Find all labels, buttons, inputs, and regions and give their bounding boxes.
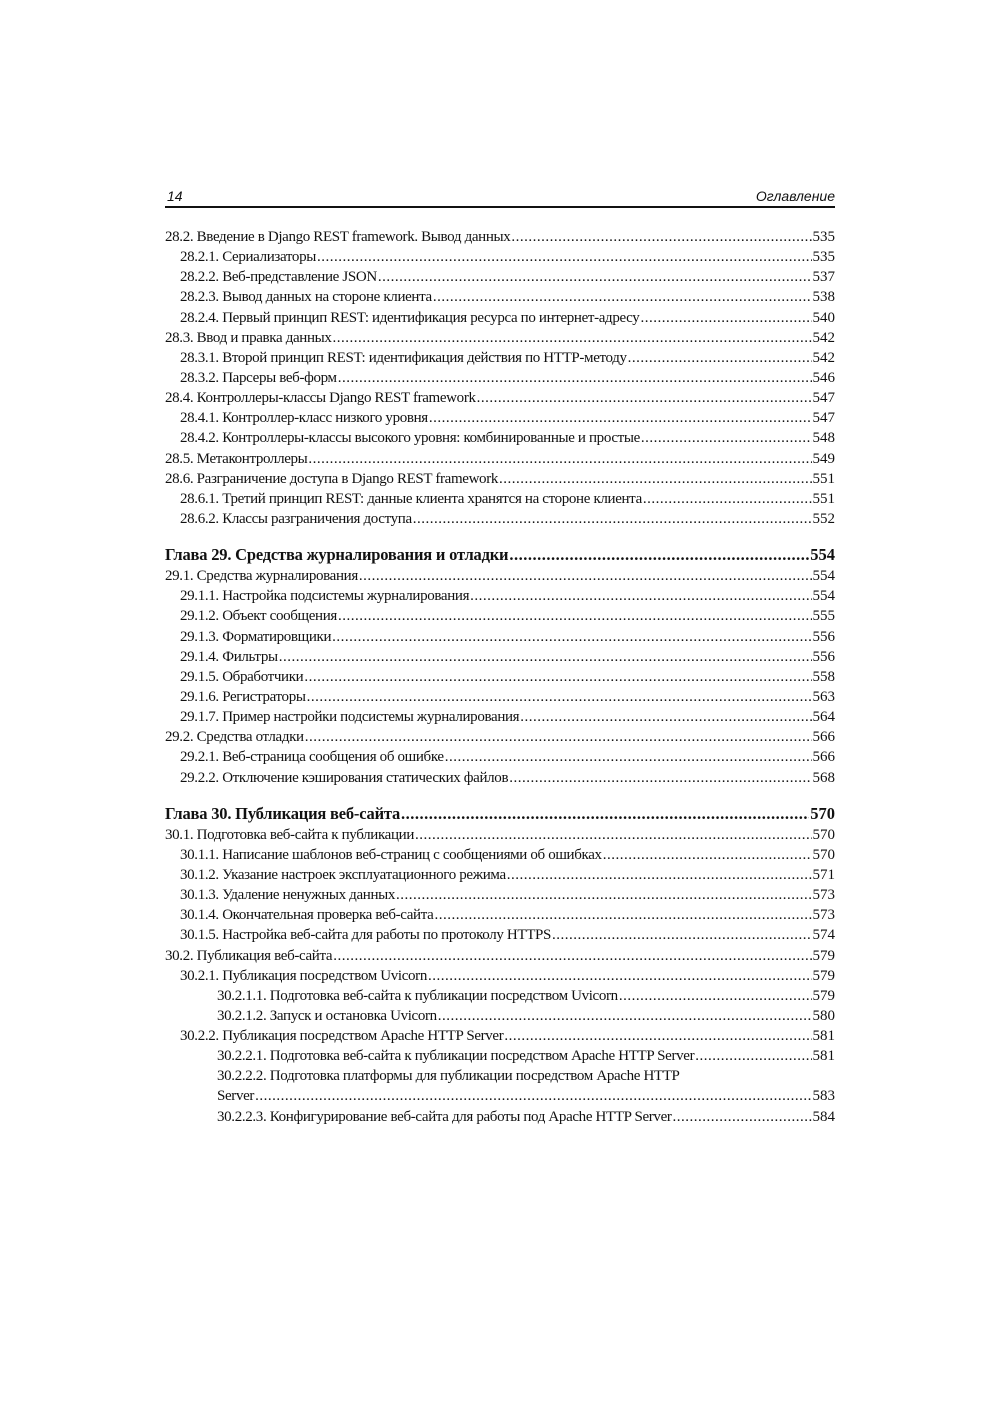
toc-entry <box>165 247 835 267</box>
toc-entry <box>165 986 835 1006</box>
toc-entry <box>165 368 835 388</box>
toc-page-number: 579 <box>812 987 835 1004</box>
toc-page-number: 547 <box>812 390 835 407</box>
dot-leader <box>333 328 812 348</box>
toc-entry-continuation <box>165 1086 835 1106</box>
toc-entry <box>165 845 835 865</box>
toc-entry-title: 28.4. Контроллеры-классы Django REST framework <box>165 390 476 407</box>
toc-page-number: 552 <box>812 510 835 527</box>
toc-entry-title: 28.2.4. Первый принцип REST: идентификация ресурса по интернет-адресу <box>180 309 640 326</box>
toc-page-number: 542 <box>812 349 835 366</box>
table-of-contents <box>165 227 835 1127</box>
toc-page-number: 574 <box>812 927 835 944</box>
toc-entry-title: 28.4.2. Контроллеры-классы высокого уровня: комбинированные и простые <box>180 430 640 447</box>
toc-entry-title: 30.2. Публикация веб-сайта <box>165 947 333 964</box>
dot-leader <box>504 1026 811 1046</box>
toc-page-number: 548 <box>812 430 835 447</box>
toc-page-number: 554 <box>810 545 835 565</box>
dot-leader <box>429 408 812 428</box>
toc-entry-title: 28.6. Разграничение доступа в Django REST framework <box>165 470 499 487</box>
toc-entry <box>165 946 835 966</box>
toc-entry <box>165 687 835 707</box>
toc-entry-title: 29.1.4. Фильтры <box>180 648 278 665</box>
dot-leader <box>338 368 812 388</box>
toc-entry-title: 28.6.2. Классы разграничения доступа <box>180 510 412 527</box>
toc-entry-title: 29.1.7. Пример настройки подсистемы журналирования <box>180 709 520 726</box>
running-title: Оглавление <box>755 188 835 204</box>
toc-page-number: 538 <box>812 289 835 306</box>
toc-entry <box>165 768 835 788</box>
toc-entry <box>165 469 835 489</box>
dot-leader <box>628 348 812 368</box>
toc-entry <box>165 865 835 885</box>
dot-leader <box>428 966 812 986</box>
toc-entry <box>165 1026 835 1046</box>
toc-entry-title: 30.1. Подготовка веб-сайта к публикации <box>165 826 415 843</box>
toc-page-number: 556 <box>812 628 835 645</box>
toc-entry <box>165 1066 835 1086</box>
toc-entry-title: 29.1.2. Объект сообщения <box>180 608 337 625</box>
toc-entry <box>165 1046 835 1066</box>
toc-entry <box>165 647 835 667</box>
toc-page-number: 537 <box>812 269 835 286</box>
toc-entry-title: 30.2.1.1. Подготовка веб-сайта к публикации посредством Uvicorn <box>217 987 618 1004</box>
toc-entry-title: 30.2.1.2. Запуск и остановка Uvicorn <box>217 1007 437 1024</box>
toc-page-number: 579 <box>812 947 835 964</box>
toc-entry-title: 30.2.2. Публикация посредством Apache HTTP Server <box>180 1028 504 1045</box>
dot-leader <box>509 768 811 788</box>
toc-entry <box>165 408 835 428</box>
toc-page-number: 568 <box>812 769 835 786</box>
toc-page-number: 535 <box>812 249 835 266</box>
toc-page-number: 580 <box>812 1007 835 1024</box>
toc-entry <box>165 905 835 925</box>
toc-entry-title: 29.2. Средства отладки <box>165 729 304 746</box>
toc-entry-title: 28.2.3. Вывод данных на стороне клиента <box>180 289 432 306</box>
toc-chapter <box>165 545 835 566</box>
toc-entry <box>165 1006 835 1026</box>
toc-page-number: 546 <box>812 369 835 386</box>
toc-entry-title: 28.2.1. Сериализаторы <box>180 249 316 266</box>
toc-page-number: 563 <box>812 688 835 705</box>
toc-page-number: 566 <box>812 749 835 766</box>
toc-entry-title: 30.2.2.1. Подготовка веб-сайта к публикации посредством Apache HTTP Server <box>217 1048 695 1065</box>
dot-leader <box>643 489 812 509</box>
toc-entry <box>165 925 835 945</box>
dot-leader <box>509 545 809 565</box>
toc-page-number: 547 <box>812 410 835 427</box>
dot-leader <box>603 845 812 865</box>
dot-leader <box>470 586 811 606</box>
toc-entry <box>165 586 835 606</box>
dot-leader <box>507 865 812 885</box>
toc-page-number: 570 <box>812 826 835 843</box>
toc-entry <box>165 627 835 647</box>
dot-leader <box>317 247 812 267</box>
toc-entry-title: 28.3. Ввод и правка данных <box>165 329 332 346</box>
dot-leader <box>307 687 812 707</box>
toc-entry-title: 29.1. Средства журналирования <box>165 568 358 585</box>
toc-entry <box>165 566 835 586</box>
toc-entry-title: 28.4.1. Контроллер-класс низкого уровня <box>180 410 428 427</box>
dot-leader <box>333 946 811 966</box>
toc-entry-title: 28.3.2. Парсеры веб-форм <box>180 369 337 386</box>
toc-entry-title: 28.5. Метаконтроллеры <box>165 450 308 467</box>
dot-leader <box>338 606 812 626</box>
dot-leader <box>438 1006 812 1026</box>
toc-page-number: 554 <box>812 568 835 585</box>
toc-entry <box>165 707 835 727</box>
toc-entry-title: 28.3.1. Второй принцип REST: идентификация действия по HTTP-методу <box>180 349 627 366</box>
toc-entry-title: 29.2.2. Отключение кэширования статических файлов <box>180 769 509 786</box>
dot-leader <box>552 925 812 945</box>
toc-entry-title: 29.1.6. Регистраторы <box>180 688 306 705</box>
toc-entry <box>165 667 835 687</box>
toc-page-number: 549 <box>812 450 835 467</box>
dot-leader <box>477 388 812 408</box>
toc-entry-title: 30.1.3. Удаление ненужных данных <box>180 887 396 904</box>
toc-page-number: 535 <box>812 229 835 245</box>
toc-page-number: 566 <box>812 729 835 746</box>
dot-leader <box>255 1086 811 1106</box>
dot-leader <box>640 308 811 328</box>
toc-page-number: 581 <box>812 1028 835 1045</box>
toc-entry-title: 30.1.4. Окончательная проверка веб-сайта <box>180 907 434 924</box>
toc-entry <box>165 227 835 247</box>
toc-page-number: 581 <box>812 1048 835 1065</box>
toc-page-number: 554 <box>812 588 835 605</box>
toc-page-number: 558 <box>812 668 835 685</box>
toc-entry <box>165 348 835 368</box>
toc-entry <box>165 966 835 986</box>
dot-leader <box>305 727 812 747</box>
toc-entry-title: 28.2. Введение в Django REST framework. Вывод данных <box>165 229 511 245</box>
page-number: 14 <box>167 188 183 204</box>
toc-entry <box>165 489 835 509</box>
dot-leader <box>378 267 812 287</box>
toc-entry-title-continuation: Server <box>217 1088 255 1105</box>
toc-entry-title: 28.2.2. Веб-представление JSON <box>180 269 377 286</box>
toc-entry <box>165 328 835 348</box>
running-header <box>165 186 835 208</box>
dot-leader <box>308 449 811 469</box>
dot-leader <box>304 667 811 687</box>
toc-entry-title: 29.1.1. Настройка подсистемы журналирования <box>180 588 470 605</box>
toc-page-number: 584 <box>812 1108 835 1125</box>
toc-page-number: 571 <box>812 866 835 883</box>
dot-leader <box>396 885 811 905</box>
toc-page-number: 570 <box>810 803 835 823</box>
toc-page-number: 570 <box>812 846 835 863</box>
toc-entry <box>165 825 835 845</box>
toc-page-number: 573 <box>812 907 835 924</box>
toc-entry <box>165 449 835 469</box>
toc-entry <box>165 885 835 905</box>
dot-leader <box>359 566 812 586</box>
toc-page-number: 556 <box>812 648 835 665</box>
dot-leader <box>641 428 812 448</box>
toc-entry <box>165 727 835 747</box>
toc-entry <box>165 287 835 307</box>
toc-page-number: 542 <box>812 329 835 346</box>
dot-leader <box>445 747 812 767</box>
toc-entry <box>165 1107 835 1127</box>
dot-leader <box>619 986 812 1006</box>
toc-entry-title: Глава 29. Средства журналирования и отладки <box>165 545 509 565</box>
toc-entry-title: 30.2.2.2. Подготовка платформы для публикации посредством Apache HTTP <box>217 1068 680 1085</box>
toc-page-number: 540 <box>812 309 835 326</box>
toc-entry-title: 30.2.2.3. Конфигурирование веб-сайта для работы под Apache HTTP Server <box>217 1108 672 1125</box>
toc-entry-title: 29.1.3. Форматировщики <box>180 628 332 645</box>
toc-entry-title: Глава 30. Публикация веб-сайта <box>165 803 401 823</box>
toc-entry-title: 29.2.1. Веб-страница сообщения об ошибке <box>180 749 444 766</box>
toc-entry-title: 30.1.1. Написание шаблонов веб-страниц с сообщениями об ошибках <box>180 846 602 863</box>
toc-entry <box>165 747 835 767</box>
toc-entry-title: 28.6.1. Третий принцип REST: данные клиента хранятся на стороне клиента <box>180 490 642 507</box>
toc-page-number: 583 <box>812 1088 835 1105</box>
toc-entry <box>165 509 835 529</box>
toc-page-number: 573 <box>812 887 835 904</box>
dot-leader <box>279 647 812 667</box>
toc-page-number: 551 <box>812 470 835 487</box>
toc-entry <box>165 388 835 408</box>
dot-leader <box>511 227 811 247</box>
dot-leader <box>332 627 811 647</box>
toc-page-number: 555 <box>812 608 835 625</box>
dot-leader <box>415 825 811 845</box>
toc-page-number: 579 <box>812 967 835 984</box>
toc-entry-title: 30.2.1. Публикация посредством Uvicorn <box>180 967 427 984</box>
toc-entry <box>165 308 835 328</box>
dot-leader <box>499 469 811 489</box>
dot-leader <box>695 1046 811 1066</box>
toc-entry-title: 30.1.2. Указание настроек эксплуатационного режима <box>180 866 506 883</box>
dot-leader <box>433 287 812 307</box>
toc-page-number: 564 <box>812 709 835 726</box>
dot-leader <box>673 1107 812 1127</box>
dot-leader <box>413 509 812 529</box>
toc-chapter <box>165 804 835 825</box>
toc-entry-title: 30.1.5. Настройка веб-сайта для работы по протоколу HTTPS <box>180 927 551 944</box>
toc-entry <box>165 267 835 287</box>
toc-entry <box>165 428 835 448</box>
toc-entry-title: 29.1.5. Обработчики <box>180 668 304 685</box>
dot-leader <box>401 804 809 824</box>
dot-leader <box>520 707 811 727</box>
dot-leader <box>434 905 811 925</box>
toc-page-number: 551 <box>812 490 835 507</box>
toc-entry <box>165 606 835 626</box>
